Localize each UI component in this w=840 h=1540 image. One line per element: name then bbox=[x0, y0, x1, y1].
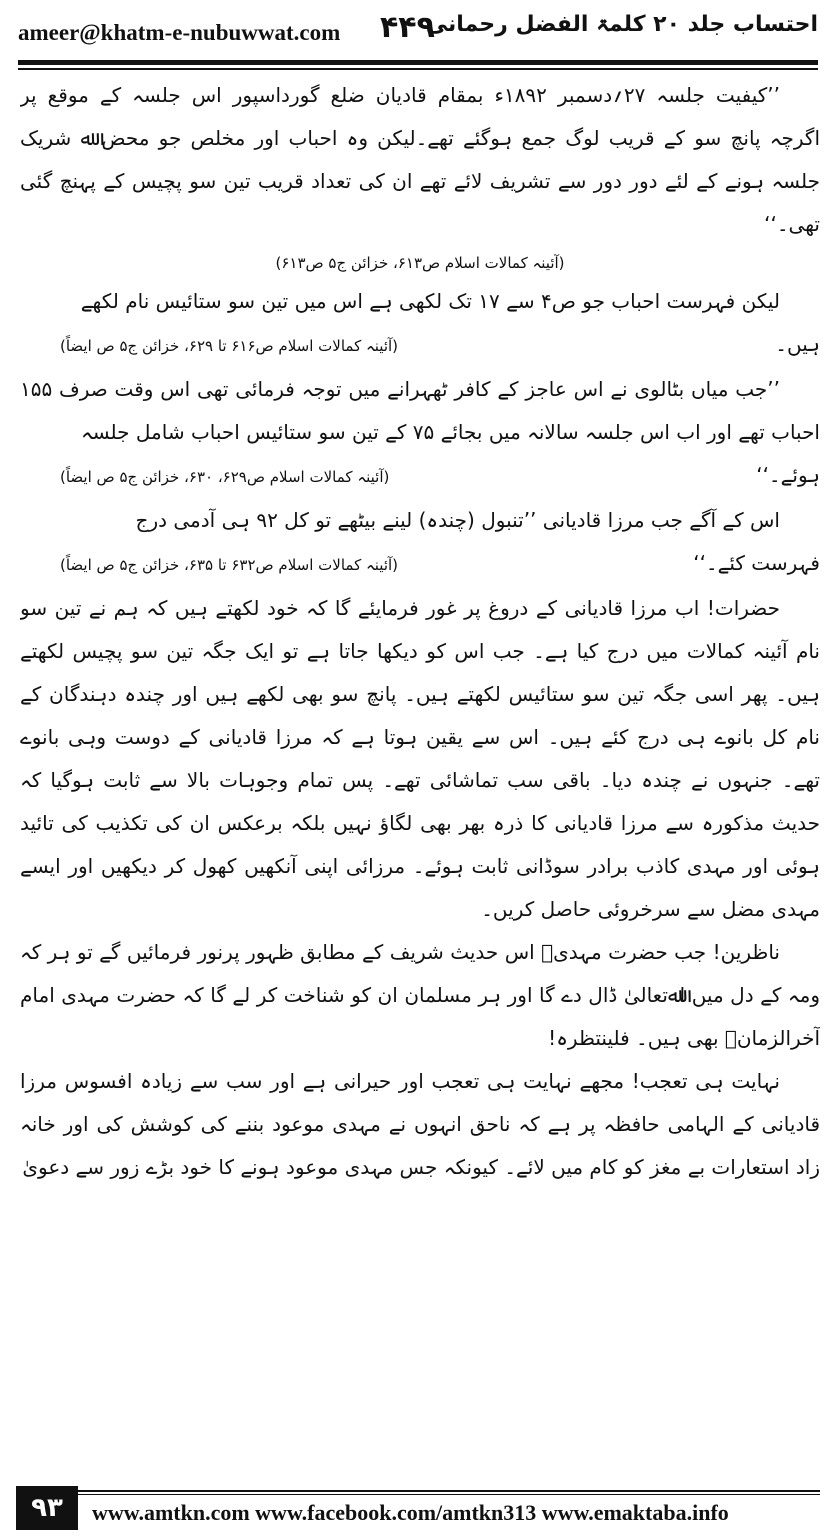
main-text bbox=[20, 74, 820, 1466]
footer-page-number: ۹۳ bbox=[16, 1486, 78, 1530]
reference-citation: (آئینہ کمالات اسلام ص۶۲۹، ۶۳۰، خزائن ج۵ ص ایضاً) bbox=[60, 468, 390, 486]
header-email[interactable]: ameer@khatm-e-nubuwwat.com bbox=[18, 20, 341, 45]
paragraph-end-with-reference bbox=[20, 454, 820, 499]
body-paragraph: اس کے آگے جب مرزا قادیانی ’’تنبول (چندہ) لینے بیٹھے تو کل ۹۲ ہی آدمی درج bbox=[135, 508, 780, 532]
header-book-title: احتساب جلد ۲۰ کلمۃ الفضل رحمانی bbox=[425, 12, 818, 37]
paragraph-end-with-reference bbox=[20, 323, 820, 368]
body-paragraph: حضرات! اب مرزا قادیانی کے دروغ پر غور فرمایئے گا کہ خود لکھتے ہیں کہ ہم نے تین سو نام آئینہ کمالات میں درج کیا ہے۔ جب اس کو دیکھا جاتا ہے تو ایک جگہ تین سو پچیس لکھتے ہیں۔ پھر اسی جگہ تین سو ستائیس لکھتے ہیں۔ پانچ سو بھی لکھے ہیں اور چندہ دہندگان کے نام کل بانوے ہی درج کئے ہیں۔ اس سے یقین ہوتا ہے کہ مرزا قادیانی کے دوست وہی بانوے تھے۔ جنہوں نے چندہ دیا۔ باقی سب تماشائی تھے۔ پس تمام وجوہات بالا سے ثابت ہوگیا کہ حدیث مذکورہ سے مرزا قادیانی کا ذرہ بھر بھی لگاؤ نہیں بلکہ برعکس ان کی تکذیب کی تائید ہوئی اور مہدی کاذب برادر سوڈانی ثابت ہوئے۔ مرزائی اپنی آنکھیں کھول کر دیکھیں اور ایسے مہدی مضل سے سرخروئی حاصل کریں۔ bbox=[20, 596, 820, 921]
reference-citation: (آئینہ کمالات اسلام ص۶۱۶ تا ۶۲۹، خزائن ج۵ ص ایضاً) bbox=[60, 337, 399, 355]
footer-rule-thick bbox=[78, 1490, 820, 1492]
body-paragraph: ناظرین! جب حضرت مہدیؑ اس حدیث شریف کے مطابق ظہور پرنور فرمائیں گے تو ہر کہ ومہ کے دل میں اﷲتعالیٰ ڈال دے گا اور ہر مسلمان ان کو شناخت کر لے گا کہ حضرت مہدی امام آخرالزمانؑ بھی ہیں۔ فلینتظرہ! bbox=[20, 940, 820, 1050]
header-rule-thin bbox=[18, 68, 818, 70]
reference-citation: (آئینہ کمالات اسلام ص۶۱۳، خزائن ج۵ ص۶۱۳) bbox=[275, 254, 565, 272]
paragraph-end-text: فہرست کئے۔‘‘ bbox=[693, 551, 820, 575]
paragraph-end-text: ہوئے۔‘‘ bbox=[756, 463, 820, 487]
quote-paragraph: ’’جب میاں بٹالوی نے اس عاجز کے کافر ٹھہرانے میں توجہ فرمائی تھی اس وقت صرف ۱۵۵ احباب تھے اور اب اس جلسہ سالانہ میں بجائے ۷۵ کے تین سو ستائیس احباب شامل جلسہ bbox=[20, 377, 820, 444]
reference-citation: (آئینہ کمالات اسلام ص۶۳۲ تا ۶۳۵، خزائن ج۵ ص ایضاً) bbox=[60, 556, 399, 574]
paragraph-end-with-reference bbox=[20, 542, 820, 587]
footer-website-links[interactable]: www.amtkn.com www.facebook.com/amtkn313 www.emaktaba.info bbox=[92, 1500, 729, 1525]
page-header bbox=[0, 0, 840, 62]
footer-rule-thin bbox=[78, 1494, 820, 1495]
body-paragraph: نہایت ہی تعجب! مجھے نہایت ہی تعجب اور حیرانی ہے اور سب سے زیادہ افسوس مرزا قادیانی کے الہامی حافظہ پر ہے کہ ناحق انہوں نے مہدی موعود بننے کی کوشش کی اور خانہ زاد استعارات بے مغز کو کام میں لائے۔ کیونکہ جس مہدی موعود ہونے کا خود بڑے زور سے دعویٰ bbox=[20, 1069, 820, 1179]
quote-paragraph: ’’کیفیت جلسہ ۲۷؍دسمبر ۱۸۹۲ء بمقام قادیان ضلع گورداسپور اس جلسہ کے موقع پر اگرچہ پانچ سو کے قریب لوگ جمع ہوگئے تھے۔لیکن وہ احباب اور مخلص جو محض ﷲ شریک جلسہ ہونے کے لئے دور دور سے تشریف لائے تھے ان کی تعداد قریب تین سو پچیس کے پہنچ گئی تھی۔‘‘ bbox=[20, 83, 820, 236]
header-rule-thick bbox=[18, 60, 818, 65]
header-page-number: ۴۴۹ bbox=[380, 10, 435, 45]
page-footer bbox=[0, 1484, 840, 1540]
body-paragraph: لیکن فہرست احباب جو ص۴ سے ۱۷ تک لکھی ہے اس میں تین سو ستائیس نام لکھے bbox=[80, 289, 780, 313]
paragraph-end-text: ہیں۔ bbox=[775, 332, 820, 356]
